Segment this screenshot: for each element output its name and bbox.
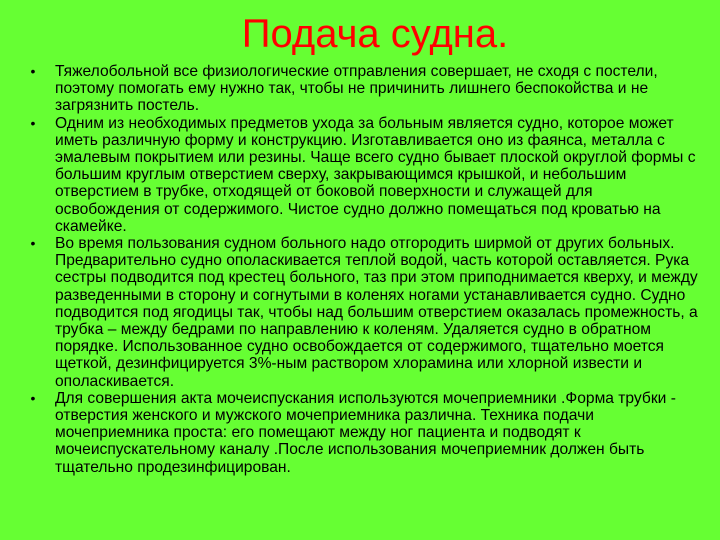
bullet-icon: • [30, 389, 36, 406]
bullet-item [0, 63, 720, 115]
bullet-item [0, 390, 720, 476]
bullet-text: Для совершения акта мочеиспускания используются мочеприемники .Форма трубки - отверстия женского и мужского мочеприемника различна. Техника подачи мочеприемника проста: его помещают между ног пациента и подводят к мочеиспускательному каналу .После использования мочеприемник должен быть тщательно продезинфицирован. [55, 389, 676, 476]
bullet-icon: • [30, 114, 36, 131]
bullet-icon: • [30, 63, 36, 79]
bullet-item [0, 235, 720, 390]
slide-title: Подача судна. [241, 12, 509, 56]
bullet-text: Тяжелобольной все физиологические отправления совершает, не сходя с постели, поэтому помогать ему нужно так, чтобы не причинить лишнего беспокойства и не загрязнить постель. [55, 63, 658, 115]
bullet-list [0, 63, 720, 476]
bullet-icon: • [30, 235, 36, 252]
bullet-text: Одним из необходимых предметов ухода за больным является судно, которое может иметь различную форму и конструкцию. Изготавливается оно из фаянса, металла с эмалевым покрытием или резины. Чаще всего судно бывает плоской округлой формы с большим круглым отверстием сверху, закрывающимся крышкой, и небольшим отверстием в трубке, отходящей от боковой поверхности и служащей для освобождения от содержимого. Чистое судно должно помещаться под кроватью на скамейке. [55, 114, 696, 235]
bullet-item [0, 115, 720, 235]
bullet-text: Во время пользования судном больного надо отгородить ширмой от других больных. Предварительно судно ополаскивается теплой водой, часть которой оставляется. Рука сестры подводится под крестец больного, таз при этом приподнимается кверху, и между разведенными в сторону и согнутыми в коленях ногами устанавливается судно. Судно подводится под ягодицы так, чтобы над большим отверстием оказалась промежность, а трубка – между бедрами по направлению к коленям. Удаляется судно в обратном порядке. Использованное судно освобождается от содержимого, тщательно моется щеткой, дезинфицируется 3%-ным раствором хлорамина или хлорной извести и ополаскивается. [55, 235, 698, 390]
